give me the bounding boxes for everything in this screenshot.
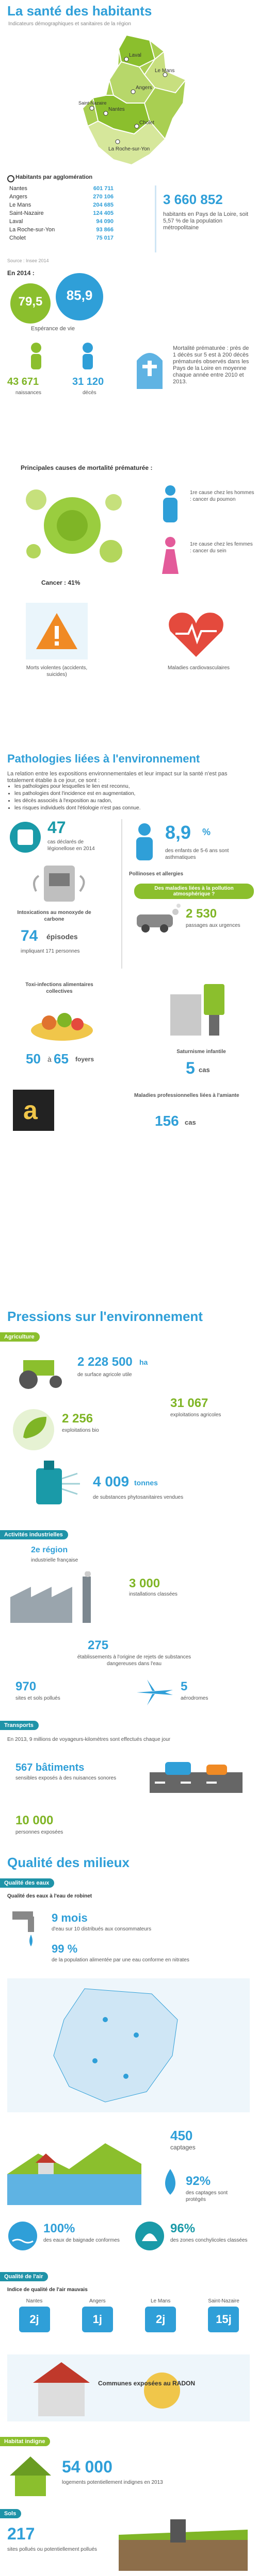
radon-text: Communes exposées au RADON bbox=[98, 2380, 196, 2387]
female-icon bbox=[155, 536, 186, 577]
child-icon bbox=[129, 822, 160, 863]
table-row bbox=[7, 234, 116, 242]
women-cause-text: 1re cause chez les femmes : cancer du sein bbox=[190, 541, 253, 554]
city-name: Laval bbox=[9, 218, 23, 225]
map-label-saint-nazaire: Saint-Nazaire bbox=[78, 100, 107, 106]
airports-value: 5 bbox=[181, 1680, 188, 1693]
industry-rank: 2e région bbox=[31, 1546, 68, 1554]
births-deaths-icon bbox=[21, 337, 103, 374]
cardio-label: Maladies cardiovasculaires bbox=[167, 665, 230, 671]
city-name: Le Mans bbox=[9, 202, 31, 208]
industry-tag: Activités industrielles bbox=[0, 1530, 68, 1539]
water-text: d'eau sur 10 distribués aux consommateurs bbox=[52, 1926, 152, 1932]
air-text: Indice de qualité de l'air mauvais bbox=[7, 2287, 88, 2293]
deaths-label: décès bbox=[83, 390, 96, 396]
co-episodes-label: épisodes bbox=[46, 933, 78, 941]
pressures-title: Pressions sur l'environnement bbox=[7, 1309, 203, 1324]
env-pathologies-title: Pathologies liées à l'environnement bbox=[7, 752, 200, 765]
city-population: 94 090 bbox=[96, 218, 114, 225]
city-name: Cholet bbox=[9, 235, 26, 241]
city-population: 601 711 bbox=[93, 185, 114, 192]
air-city: Le Mans bbox=[150, 2298, 171, 2304]
tap-water-icon bbox=[7, 1906, 43, 1953]
agri-surface-text: de surface agricole utile bbox=[77, 1372, 132, 1378]
table-row bbox=[7, 193, 116, 201]
divider bbox=[155, 185, 156, 252]
sites-label: sites et sols pollués bbox=[15, 1696, 60, 1701]
transport-text: En 2013, 9 millions de voyageurs-kilomètres sont effectués chaque jour bbox=[7, 1737, 171, 1742]
quality-title: Qualité des milieux bbox=[7, 1855, 130, 1870]
agri-surface-value: 2 228 500 bbox=[77, 1355, 133, 1369]
year-label: En 2014 : bbox=[7, 269, 35, 277]
noise-value: 567 bâtiments bbox=[15, 1762, 85, 1773]
sites-value: 970 bbox=[15, 1680, 37, 1693]
table-row bbox=[7, 209, 116, 217]
asthma-percent: % bbox=[202, 827, 211, 837]
city-population: 204 685 bbox=[93, 202, 114, 208]
env-bullets bbox=[0, 783, 247, 812]
city-name: Nantes bbox=[9, 185, 27, 192]
factory-icon bbox=[10, 1571, 114, 1628]
population-total-value: 3 660 852 bbox=[163, 192, 223, 207]
habitat-text: logements potentiellement indignes en 2013 bbox=[62, 2480, 163, 2485]
map-label-laval: Laval bbox=[129, 53, 141, 58]
shellfish-text: des zones conchylicoles classées bbox=[170, 2238, 248, 2243]
population-table bbox=[7, 184, 116, 242]
sprayer-icon bbox=[21, 1458, 83, 1515]
water-tag: Qualité des eaux bbox=[0, 1878, 54, 1888]
shellfish-value: 96% bbox=[170, 2222, 196, 2235]
lyme-title: Maladies professionnelles liées à l'amiante bbox=[134, 1093, 239, 1098]
lyme-value: 156 bbox=[155, 1113, 179, 1129]
icpe-label: installations classées bbox=[129, 1591, 178, 1597]
sols-text: sites pollués ou potentiellement pollués bbox=[7, 2547, 97, 2552]
captures-value: 450 bbox=[170, 2128, 193, 2143]
section-quality bbox=[0, 1855, 258, 2576]
air-day-value: 1j bbox=[82, 2307, 113, 2332]
tombstone-icon bbox=[129, 345, 170, 392]
legionellosis-value: 47 bbox=[47, 818, 66, 837]
radon-house-illustration bbox=[7, 2354, 250, 2421]
list-item: • les pathologies dont l'incidence est en augmentation, bbox=[14, 790, 247, 798]
air-days-row bbox=[7, 2298, 251, 2344]
city-population: 124 405 bbox=[93, 210, 114, 216]
toxi-title: Toxi-infections alimentaires collectives bbox=[25, 982, 93, 994]
air-tag: Qualité de l'air bbox=[0, 2272, 48, 2281]
noise-text: sensibles exposés à des nuisances sonores bbox=[15, 1775, 117, 1781]
organic-leaf-icon bbox=[10, 1406, 57, 1453]
map-label-cholet: Cholet bbox=[139, 120, 154, 126]
habitat-value: 54 000 bbox=[62, 2458, 112, 2476]
section-life bbox=[0, 268, 258, 464]
co-persons: impliquant 171 personnes bbox=[21, 948, 80, 954]
tractor-icon bbox=[10, 1350, 72, 1391]
population-label: Habitants par agglomération bbox=[15, 174, 93, 180]
airplane-icon bbox=[134, 1677, 175, 1708]
captures-label: captages bbox=[170, 2144, 196, 2151]
lead-paint-icon bbox=[160, 979, 237, 1046]
male-icon bbox=[155, 484, 186, 526]
map-label-le-mans: Le Mans bbox=[155, 68, 175, 74]
nuisance-value: 10 000 bbox=[15, 1814, 54, 1827]
asthma-value: 8,9 bbox=[165, 822, 191, 843]
cancer-cells-icon bbox=[15, 479, 134, 572]
air-day-card bbox=[197, 2298, 251, 2344]
air-day-value: 15j bbox=[208, 2307, 239, 2332]
city-population: 270 106 bbox=[93, 194, 114, 200]
water-value: 9 mois bbox=[52, 1911, 88, 1924]
house-icon bbox=[7, 2452, 54, 2499]
life-caption: Espérance de vie bbox=[31, 326, 75, 332]
industry-text: industrielle française bbox=[31, 1557, 78, 1563]
transport-tag: Transports bbox=[0, 1721, 39, 1730]
co-label: Intoxications au monoxyde de carbone bbox=[17, 910, 91, 922]
toxi-value-a: 50 bbox=[26, 1051, 41, 1066]
city-population: 75 017 bbox=[96, 235, 114, 241]
polluted-soil-icon bbox=[119, 2519, 248, 2571]
section-env-pathologies: Pathologies liées à l'environnement La relation entre les expositions environnementales et leur impact sur la santé n'est pas totalement établie à ce jour, ce sont : • les pathologies pour lesquelles le lien est reconnu, • les pathologies dont l'incidence est en augmentation, • les décès associés à l'exposition au radon, • les risques individuels dont l'étiologie n'est pas connue. 47 cas déclarés de légionellose en 2014 Intoxications au monoxyde de carbone 74 épisodes impliquant 171 personnes 8,9 % des enfants de 5-6 ans sont asthmatiques Pollinoses et allergies Des maladies liées à la pollution atmosphérique ? 2 530 passages aux urgences Toxi-infections alimentaires collectives 50 à 65 foyers Saturnisme infantile 5 cas a Maladies professionnelles liées à l'amiante 156 cas bbox=[0, 752, 258, 1309]
nuisance-text: personnes exposées bbox=[15, 1829, 63, 1835]
toxi-value-b: 65 bbox=[54, 1051, 69, 1066]
pollen-title: Pollinoses et allergies bbox=[129, 871, 184, 877]
table-row bbox=[7, 217, 116, 226]
air-day-card bbox=[134, 2298, 188, 2344]
pollen-value: 2 530 bbox=[186, 907, 217, 921]
svg-text:a: a bbox=[23, 1096, 38, 1125]
list-item: • les pathologies pour lesquelles le lien est reconnu, bbox=[14, 783, 247, 790]
substances-value: 275 bbox=[88, 1638, 109, 1652]
air-city: Saint-Nazaire bbox=[208, 2298, 239, 2304]
asbestos-warning-icon bbox=[10, 1087, 57, 1133]
co-boiler-icon bbox=[31, 860, 88, 907]
nitrate-value: 99 % bbox=[52, 1942, 78, 1955]
sols-tag: Sols bbox=[0, 2509, 21, 2518]
swimmer-icon bbox=[7, 2221, 38, 2251]
air-city: Nantes bbox=[26, 2298, 43, 2304]
table-row bbox=[7, 201, 116, 209]
births-label: naissances bbox=[15, 390, 42, 396]
divider bbox=[121, 819, 122, 969]
food-icon bbox=[26, 999, 98, 1046]
population-bullet-icon bbox=[7, 175, 14, 182]
water-quality-map bbox=[7, 1978, 250, 2112]
page-subtitle: Indicateurs démographiques et sanitaires de la région bbox=[8, 21, 131, 27]
men-life-value: 79,5 bbox=[18, 295, 43, 309]
bathing-text: des eaux de baignade conformes bbox=[43, 2238, 120, 2243]
pollen-label: passages aux urgences bbox=[186, 923, 240, 928]
env-intro: La relation entre les expositions environnementales et leur impact sur la santé n'est pas totalement établie à ce jour, ce sont : bbox=[7, 771, 228, 784]
water-cycle-illustration bbox=[7, 2123, 141, 2205]
sols-value: 217 bbox=[7, 2524, 35, 2543]
air-city: Angers bbox=[89, 2298, 106, 2304]
icpe-value: 3 000 bbox=[129, 1577, 160, 1590]
cancer-label: Cancer : 41% bbox=[41, 579, 80, 586]
causes-title: Principales causes de mortalité prématurée : bbox=[21, 464, 153, 471]
lyme-label: cas bbox=[185, 1118, 196, 1126]
saturnism-value: 5 bbox=[186, 1059, 195, 1077]
air-day-value: 2j bbox=[19, 2307, 50, 2332]
list-item: • les risques individuels dont l'étiologie n'est pas connue. bbox=[14, 805, 247, 812]
women-life-value: 85,9 bbox=[66, 287, 93, 303]
table-row bbox=[7, 184, 116, 193]
region-map bbox=[77, 31, 196, 170]
protected-text: des captages sont protégés bbox=[186, 2190, 228, 2202]
shellfish-icon bbox=[134, 2221, 165, 2251]
pollen-question: Des maladies liées à la pollution atmosphérique ? bbox=[134, 884, 254, 899]
protected-value: 92% bbox=[186, 2174, 211, 2188]
organic-label: exploitations bio bbox=[62, 1428, 99, 1433]
violent-death-icon bbox=[26, 603, 88, 659]
saturnism-label: cas bbox=[199, 1066, 210, 1074]
heart-icon bbox=[165, 608, 227, 659]
city-name: Saint-Nazaire bbox=[9, 210, 44, 216]
section-population bbox=[0, 0, 258, 268]
map-label-la-roche: La Roche-sur-Yon bbox=[108, 146, 150, 152]
map-label-nantes: Nantes bbox=[108, 107, 125, 112]
births-value: 43 671 bbox=[7, 376, 39, 387]
pesticide-unit: tonnes bbox=[134, 1479, 158, 1487]
deaths-value: 31 120 bbox=[72, 376, 104, 387]
saturnism-title: Saturnisme infantile bbox=[176, 1049, 226, 1055]
air-day-value: 2j bbox=[145, 2307, 176, 2332]
agri-surface-unit: ha bbox=[139, 1358, 148, 1366]
table-row bbox=[7, 226, 116, 234]
pesticide-text: de substances phytosanitaires vendues bbox=[93, 1495, 184, 1500]
city-name: Angers bbox=[9, 194, 27, 200]
women-life-circle bbox=[56, 273, 103, 320]
city-name: La Roche-sur-Yon bbox=[9, 227, 55, 233]
organic-value: 2 256 bbox=[62, 1412, 93, 1426]
farms-label: exploitations agricoles bbox=[170, 1412, 221, 1418]
list-item: • les décès associés à l'exposition au radon, bbox=[14, 798, 247, 805]
car-pollution-icon bbox=[134, 902, 181, 938]
toxi-label: foyers bbox=[75, 1056, 94, 1063]
nitrate-text: de la population alimentée par une eau conforme en nitrates bbox=[52, 1957, 189, 1963]
bathing-value: 100% bbox=[43, 2222, 75, 2235]
population-total-text: habitants en Pays de la Loire, soit 5,57 % de la population métropolitaine bbox=[163, 211, 249, 231]
legionellosis-label: cas déclarés de légionellose en 2014 bbox=[47, 839, 95, 852]
co-episodes-value: 74 bbox=[21, 927, 38, 944]
agri-tag: Agriculture bbox=[0, 1332, 40, 1342]
air-day-card bbox=[70, 2298, 124, 2344]
airports-label: aérodromes bbox=[181, 1696, 208, 1701]
page-title: La santé des habitants bbox=[7, 3, 152, 19]
asthma-text: des enfants de 5-6 ans sont asthmatiques bbox=[165, 848, 229, 860]
section-causes bbox=[0, 464, 258, 752]
population-source: Source : Insee 2014 bbox=[7, 258, 49, 263]
legionella-icon bbox=[7, 819, 43, 855]
water-subtitle: Qualité des eaux à l'eau de robinet bbox=[7, 1893, 92, 1899]
external-label: Morts violentes (accidents, suicides) bbox=[26, 665, 88, 677]
pesticide-value: 4 009 bbox=[93, 1473, 130, 1489]
men-cause-text: 1re cause chez les hommes : cancer du poumon bbox=[190, 490, 254, 502]
air-day-card bbox=[7, 2298, 61, 2344]
habitat-tag: Habitat indigne bbox=[0, 2437, 50, 2446]
map-label-angers: Angers bbox=[136, 85, 152, 91]
substances-text: établissements à l'origine de rejets de substances dangereuses dans l'eau bbox=[77, 1654, 191, 1667]
city-population: 93 866 bbox=[96, 227, 114, 233]
farms-value: 31 067 bbox=[170, 1396, 208, 1410]
traffic-icon bbox=[150, 1752, 243, 1803]
men-life-circle bbox=[10, 283, 51, 324]
mortality-text: Mortalité prématurée : près de 1 décès sur 5 est à 200 décès prématurés observés dans les Pays de la Loire en moyenne chaque année entre 2010 et 2013. bbox=[173, 345, 249, 385]
